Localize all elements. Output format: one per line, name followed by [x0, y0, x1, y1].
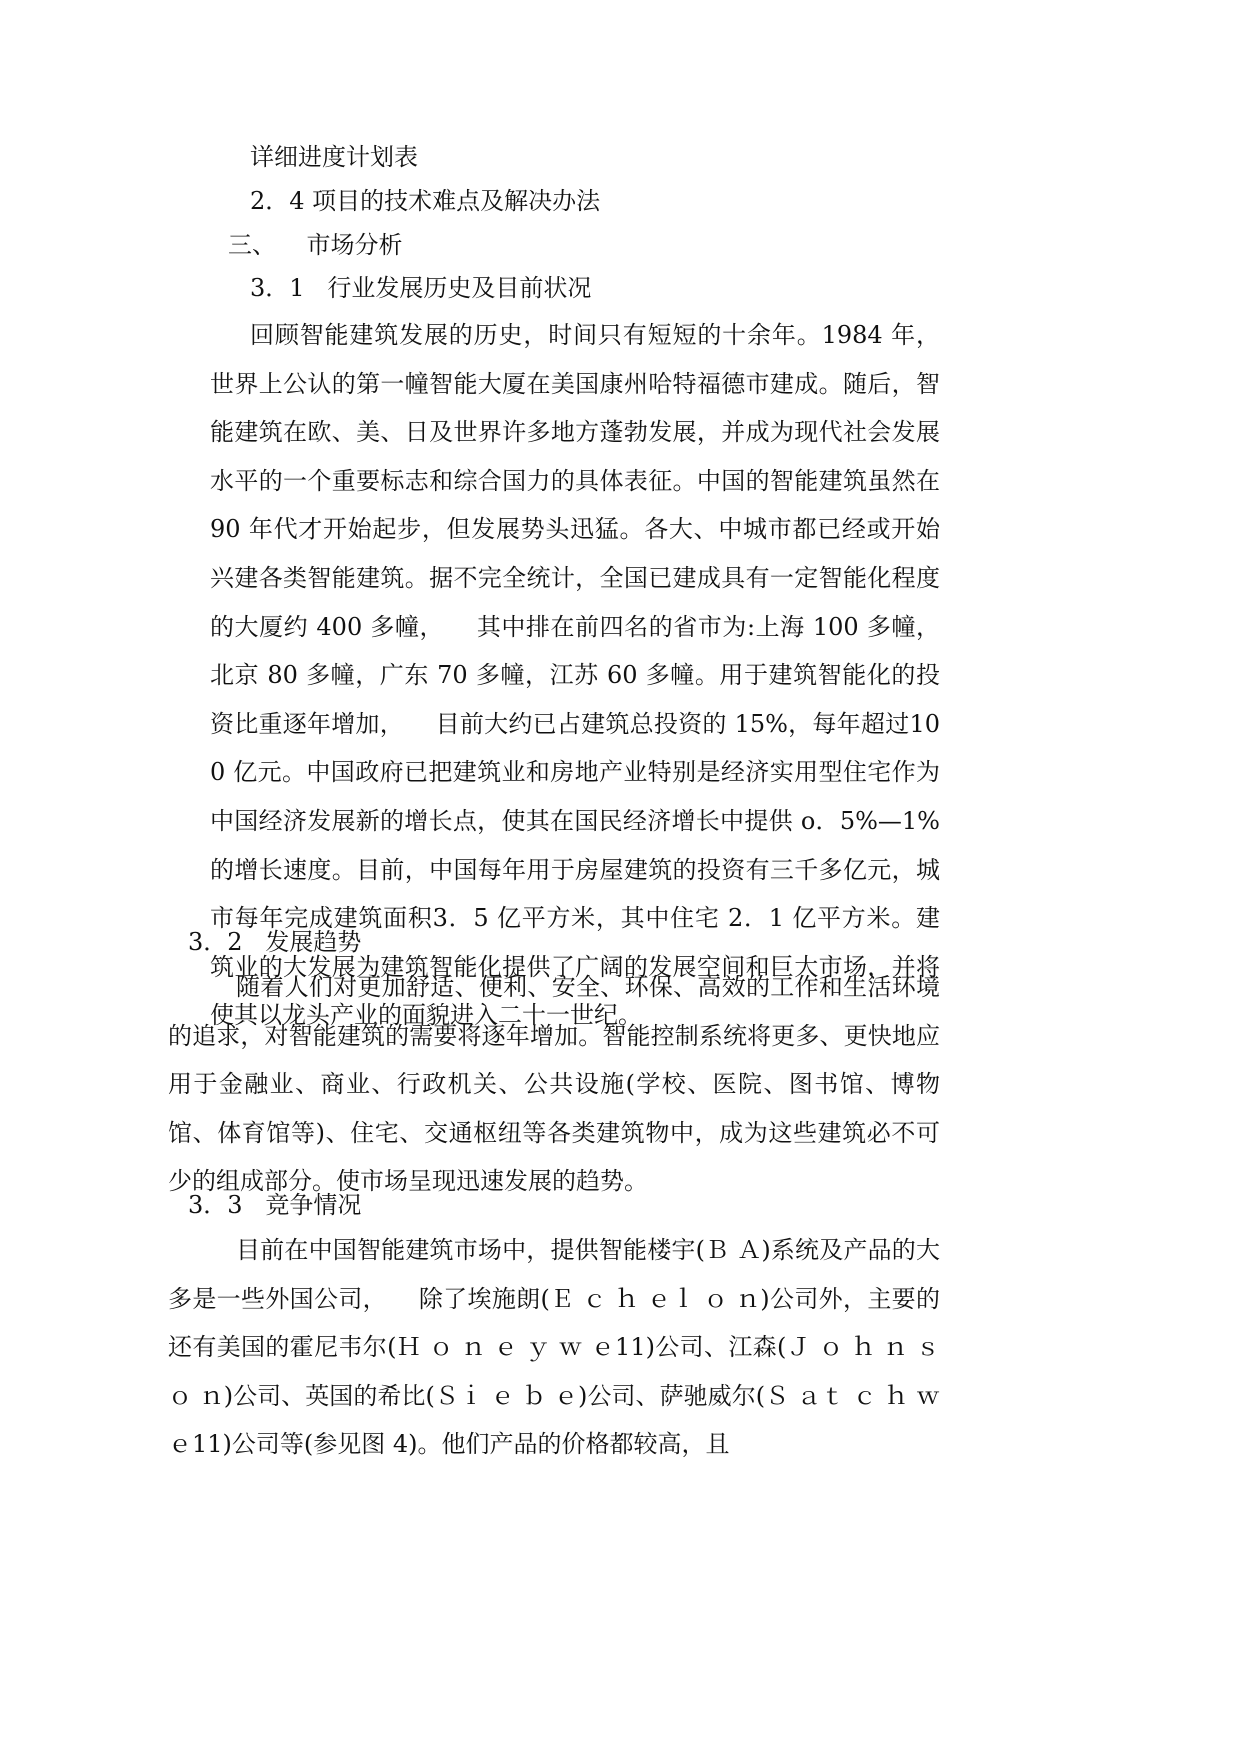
heading-section-3-2: 3．2 发展趋势 [188, 928, 362, 956]
heading-section-2-4: 2．4 项目的技术难点及解决办法 [250, 187, 601, 215]
heading-section-3-3: 3．3 竞争情况 [188, 1191, 362, 1219]
heading-section-3: 三、 市场分析 [228, 231, 403, 259]
paragraph-development-trend: 随着人们对更加舒适、便利、安全、环保、高效的工作和生活环境的追求，对智能建筑的需要将逐年增加。智能控制系统将更多、更快地应用于金融业、商业、行政机关、公共设施(学校、医院、图书馆、博物馆、体育馆等)、住宅、交通枢纽等各类建筑物中，成为这些建筑必不可少的组成部分。使市场呈现迅速发展的趋势。 [168, 973, 940, 1196]
heading-section-3-1: 3．1 行业发展历史及目前状况 [250, 274, 592, 302]
paragraph-competition: 目前在中国智能建筑市场中，提供智能楼宇(Ｂ Ａ)系统及产品的大多是一些外国公司， 除了埃施朗(Ｅ ｃ ｈ ｅｌ ｏ ｎ)公司外，主要的还有美国的霍尼韦尔(Ｈ ｏ ｎ ｅ ｙ ｗ ｅ11)公司、江森(Ｊ ｏ ｈ ｎ ｓ ｏ ｎ)公司、英国的希比(Ｓｉ ｅ ｂ ｅ)公司、萨驰威尔(Ｓ ａｔ ｃ ｈ ｗ ｅ11)公司等(参见图 4)。他们产品的价格都较高，且 [168, 1236, 948, 1459]
paragraph-industry-history: 回顾智能建筑发展的历史，时间只有短短的十余年。1984 年，世界上公认的第一幢智能大厦在美国康州哈特福德市建成。随后，智能建筑在欧、美、日及世界许多地方蓬勃发展，并成为现代社会发展水平的一个重要标志和综合国力的具体表征。中国的智能建筑虽然在 90 年代才开始起步，但发展势头迅猛。各大、中城市都已经或开始兴建各类智能建筑。据不完全统计，全国已建成具有一定智能化程度的大厦约 400 多幢， 其中排在前四名的省市为:上海 100 多幢，北京 80 多幢，广东 70 多幢，江苏 60 多幢。用于建筑智能化的投资比重逐年增加， 目前大约已占建筑总投资的 15%，每年超过100 亿元。中国政府已把建筑业和房地产业特别是经济实用型住宅作为中国经济发展新的增长点，使其在国民经济增长中提供 o．5%—1%的增长速度。目前，中国每年用于房屋建筑的投资有三千多亿元，城市每年完成建筑面积3．5 亿平方米，其中住宅 2．1 亿平方米。建筑业的大发展为建筑智能化提供了广阔的发展空间和巨大市场，并将使其以龙头产业的面貌进入二十一世纪。 [210, 321, 948, 1030]
heading-detailed-schedule: 详细进度计划表 [250, 143, 418, 171]
